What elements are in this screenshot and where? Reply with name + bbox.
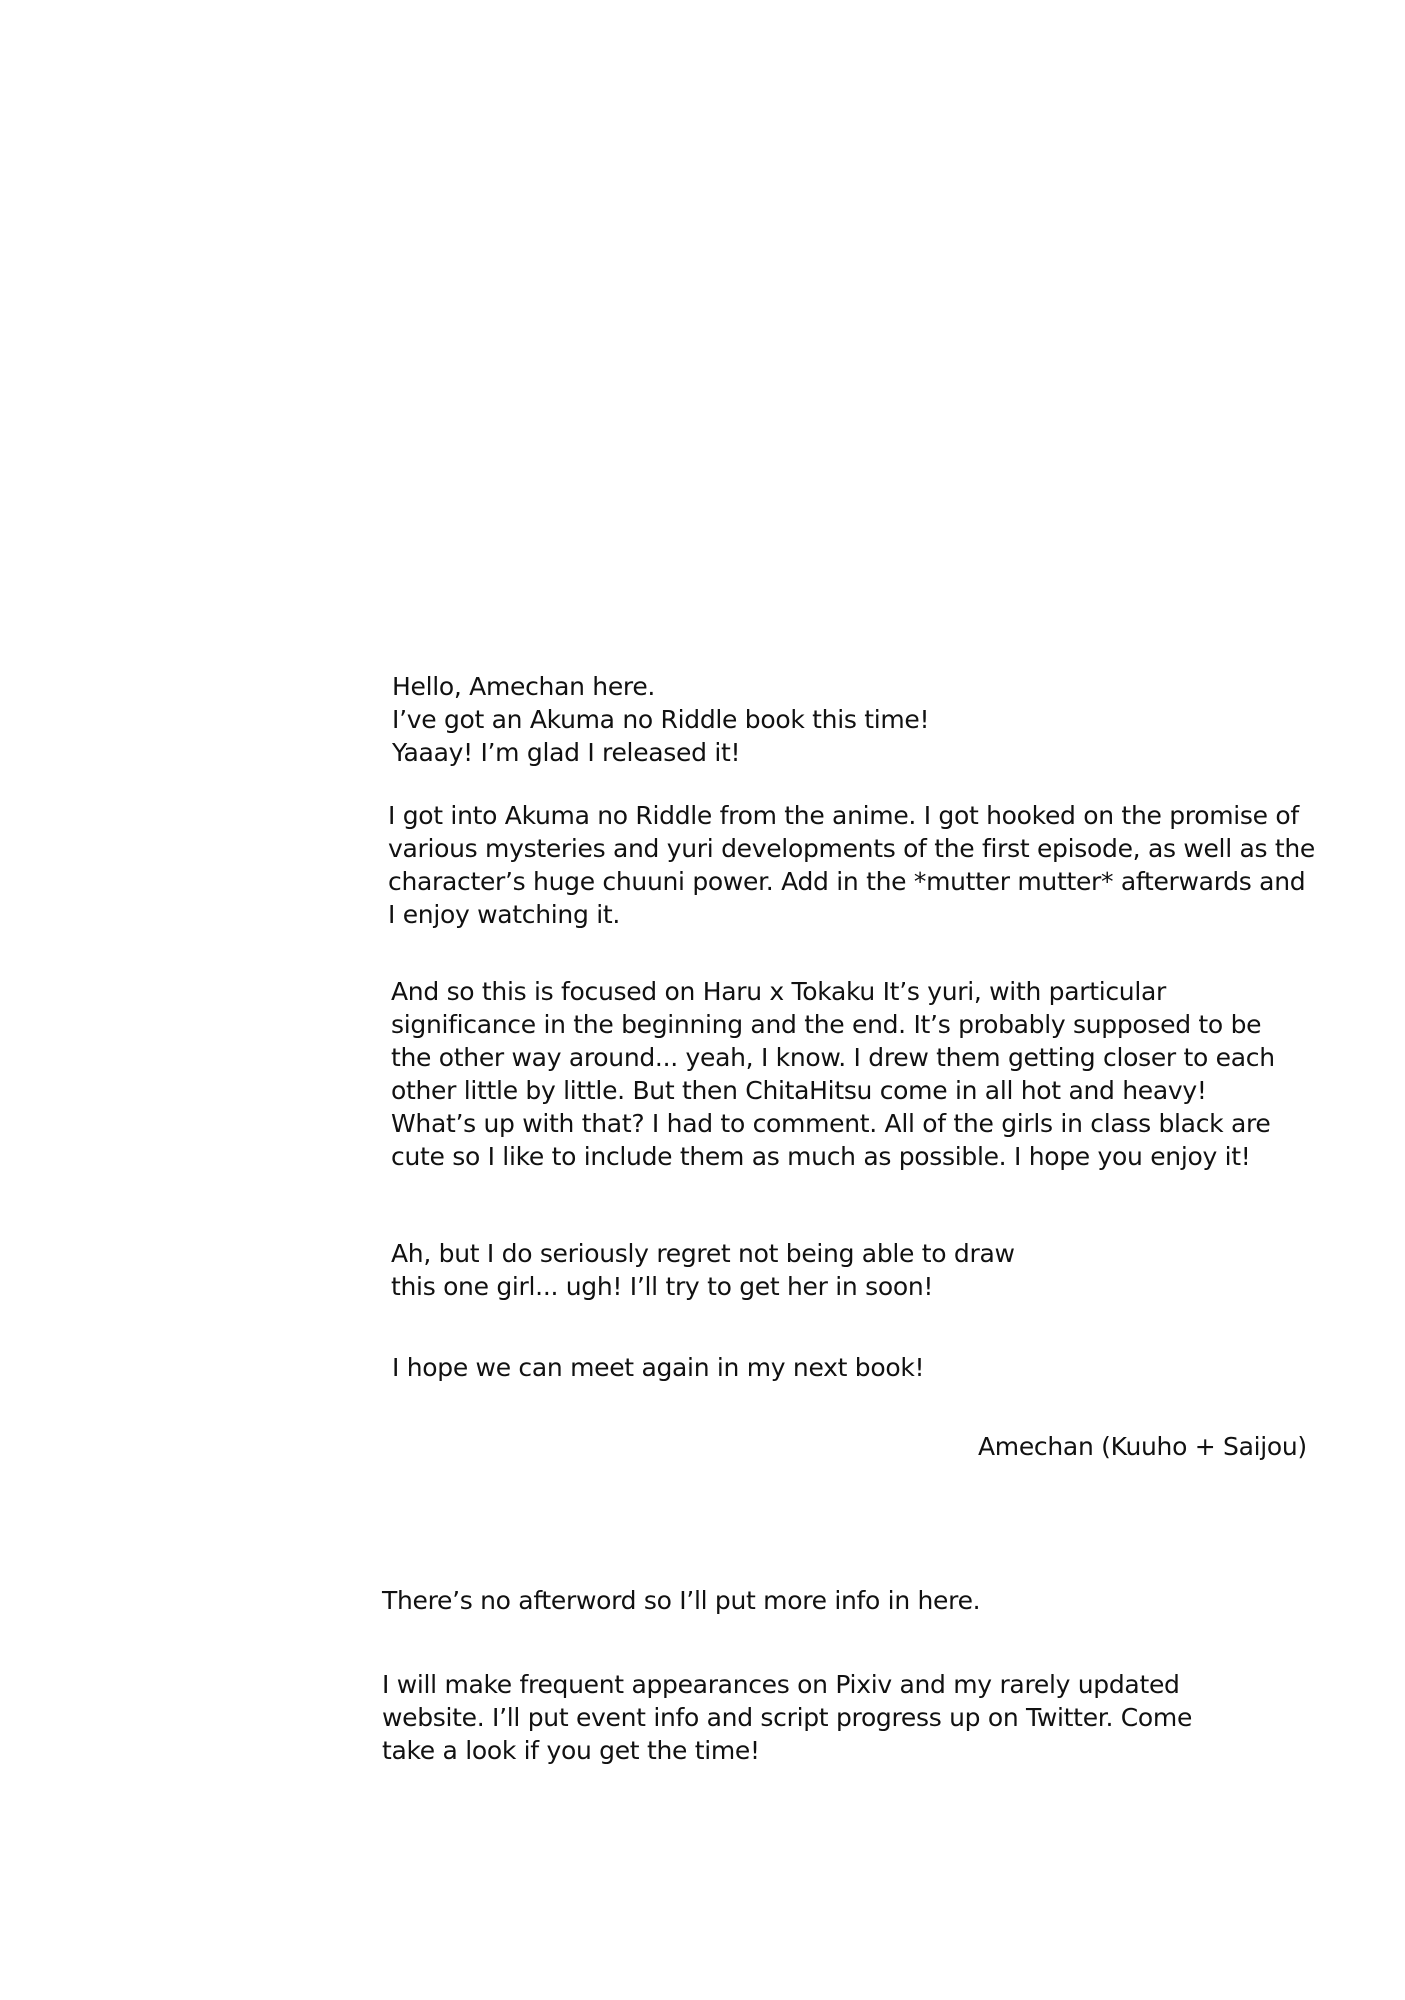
- text-line: Yaaay! I’m glad I released it!: [392, 738, 741, 767]
- text-line: character’s huge chuuni power. Add in the *mutter mutter* afterwards and: [388, 867, 1306, 896]
- text-line: I hope we can meet again in my next book!: [392, 1353, 925, 1382]
- anime-paragraph: [388, 799, 1315, 931]
- postscript-heading: [382, 1584, 980, 1617]
- text-line: this one girl... ugh! I’ll try to get her in soon!: [391, 1272, 934, 1301]
- text-line: What’s up with that? I had to comment. All of the girls in class black are: [391, 1109, 1271, 1138]
- signature-text: Amechan (Kuuho + Saijou): [978, 1432, 1307, 1461]
- text-line: significance in the beginning and the end. It’s probably supposed to be: [391, 1010, 1262, 1039]
- text-line: website. I’ll put event info and script progress up on Twitter. Come: [382, 1703, 1193, 1732]
- signature: [978, 1430, 1307, 1463]
- regret-paragraph: [391, 1237, 1015, 1303]
- text-line: other little by little. But then ChitaHitsu come in all hot and heavy!: [391, 1076, 1207, 1105]
- text-line: cute so I like to include them as much as possible. I hope you enjoy it!: [391, 1142, 1251, 1171]
- text-line: Ah, but I do seriously regret not being able to draw: [391, 1239, 1015, 1268]
- text-line: various mysteries and yuri developments of the first episode, as well as the: [388, 834, 1316, 863]
- text-line: the other way around... yeah, I know. I drew them getting closer to each: [391, 1043, 1275, 1072]
- text-line: I enjoy watching it.: [388, 900, 620, 929]
- closing-line: [392, 1351, 924, 1384]
- text-line: I will make frequent appearances on Pixiv and my rarely updated: [382, 1670, 1180, 1699]
- focus-paragraph: [391, 975, 1275, 1173]
- text-line: I’ve got an Akuma no Riddle book this time!: [392, 705, 930, 734]
- intro-paragraph: [392, 670, 929, 769]
- postscript-body: [382, 1668, 1192, 1767]
- text-line: And so this is focused on Haru x Tokaku It’s yuri, with particular: [391, 977, 1167, 1006]
- text-line: Hello, Amechan here.: [392, 672, 656, 701]
- text-line: take a look if you get the time!: [382, 1736, 760, 1765]
- text-line: There’s no afterword so I’ll put more info in here.: [382, 1586, 981, 1615]
- text-line: I got into Akuma no Riddle from the anime. I got hooked on the promise of: [388, 801, 1299, 830]
